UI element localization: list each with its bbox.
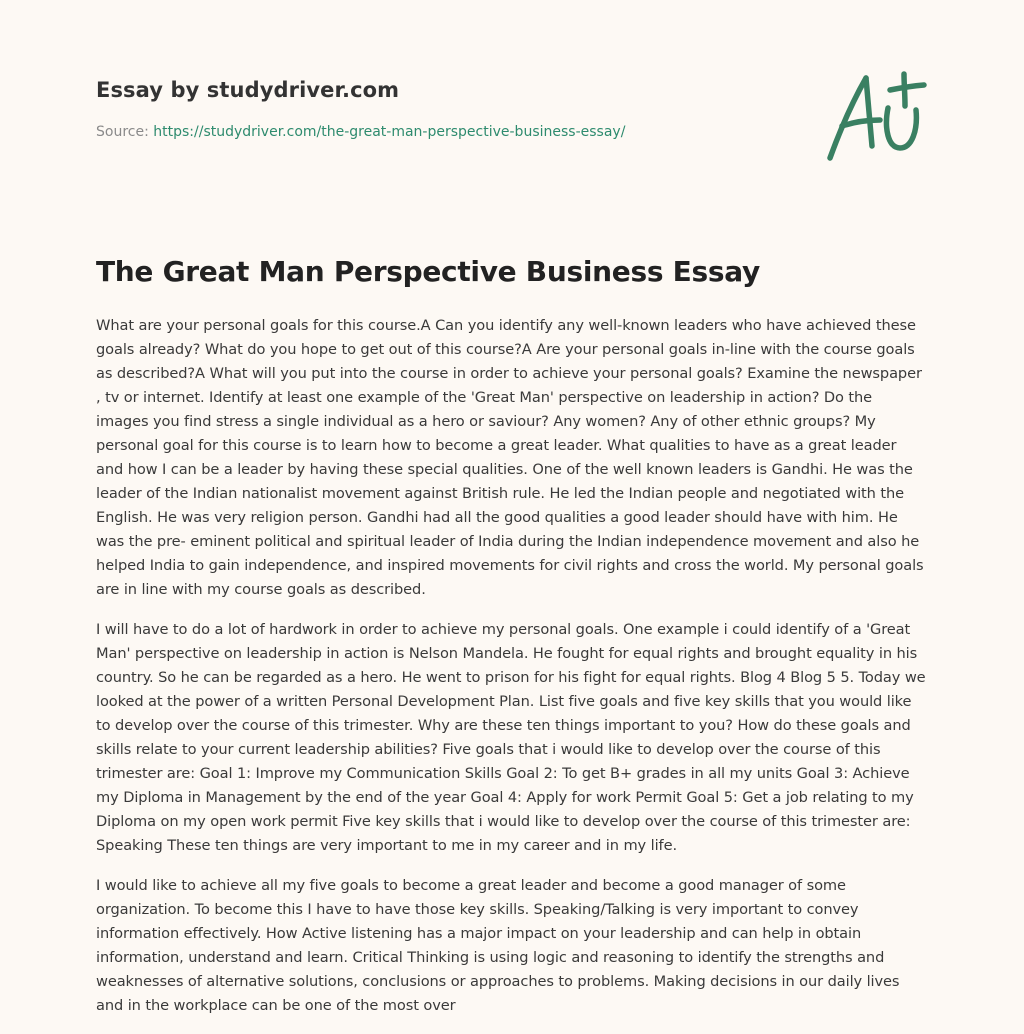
essay-body [96, 314, 928, 1034]
essay-paragraph: I would like to achieve all my five goals to become a great leader and become a good manager of some organization. To become this I have to have those key skills. Speaking/Talking is very important to convey information effectively. How Active listening has a major impact on your leadership and can help in obtain information, understand and learn. Critical Thinking is using logic and reasoning to identify the strengths and weaknesses of alternative solutions, conclusions or approaches to problems. Making decisions in our daily lives and in the workplace can be one of the most over [96, 877, 900, 1014]
source-link[interactable]: https://studydriver.com/the-great-man-perspective-business-essay/ [153, 124, 626, 140]
site-title: Essay by studydriver.com [96, 78, 400, 102]
a-plus-logo-icon [822, 66, 932, 166]
page-header [96, 76, 736, 142]
essay-paragraph: What are your personal goals for this course.A Can you identify any well-known leaders who have achieved these goals already? What do you hope to get out of this course?A Are your personal goals in-line with the course goals as described?A What will you put into the course in order to achieve your personal goals? Examine the newspaper , tv or internet. Identify at least one example of the 'Great Man' perspective on leadership in action? Do the images you find stress a single individual as a hero or saviour? Any women? Any of other ethnic groups? My personal goal for this course is to learn how to become a great leader. What qualities to have as a great leader and how I can be a leader by having these special qualities. One of the well known leaders is Gandhi. He was the leader of the Indian nationalist movement against British rule. He led the Indian people and negotiated with the English. He was very religion person. Gandhi had all the good qualities a good leader should have with him. He was the pre- eminent political and spiritual leader of India during the Indian independence movement and also he helped India to gain independence, and inspired movements for civil rights and cross the world. My personal goals are in line with my course goals as described. [96, 317, 924, 598]
essay-paragraph: I will have to do a lot of hardwork in order to achieve my personal goals. One example i could identify of a 'Great Man' perspective on leadership in action is Nelson Mandela. He fought for equal rights and brought equality in his country. So he can be regarded as a hero. He went to prison for his fight for equal rights. Blog 4 Blog 5 5. Today we looked at the power of a written Personal Development Plan. List five goals and five key skills that you would like to develop over the course of this trimester. Why are these ten things important to you? How do these goals and skills relate to your current leadership abilities? Five goals that i would like to develop over the course of this trimester are: Goal 1: Improve my Communication Skills Goal 2: To get B+ grades in all my units Goal 3: Achieve my Diploma in Management by the end of the year Goal 4: Apply for work Permit Goal 5: Get a job relating to my Diploma on my open work permit Five key skills that i would like to develop over the course of this trimester are: Speaking These ten things are very important to me in my career and in my life. [96, 621, 926, 854]
source-label: Source: [96, 124, 154, 140]
essay-title: The Great Man Perspective Business Essay [96, 255, 760, 288]
source-line [96, 122, 736, 142]
